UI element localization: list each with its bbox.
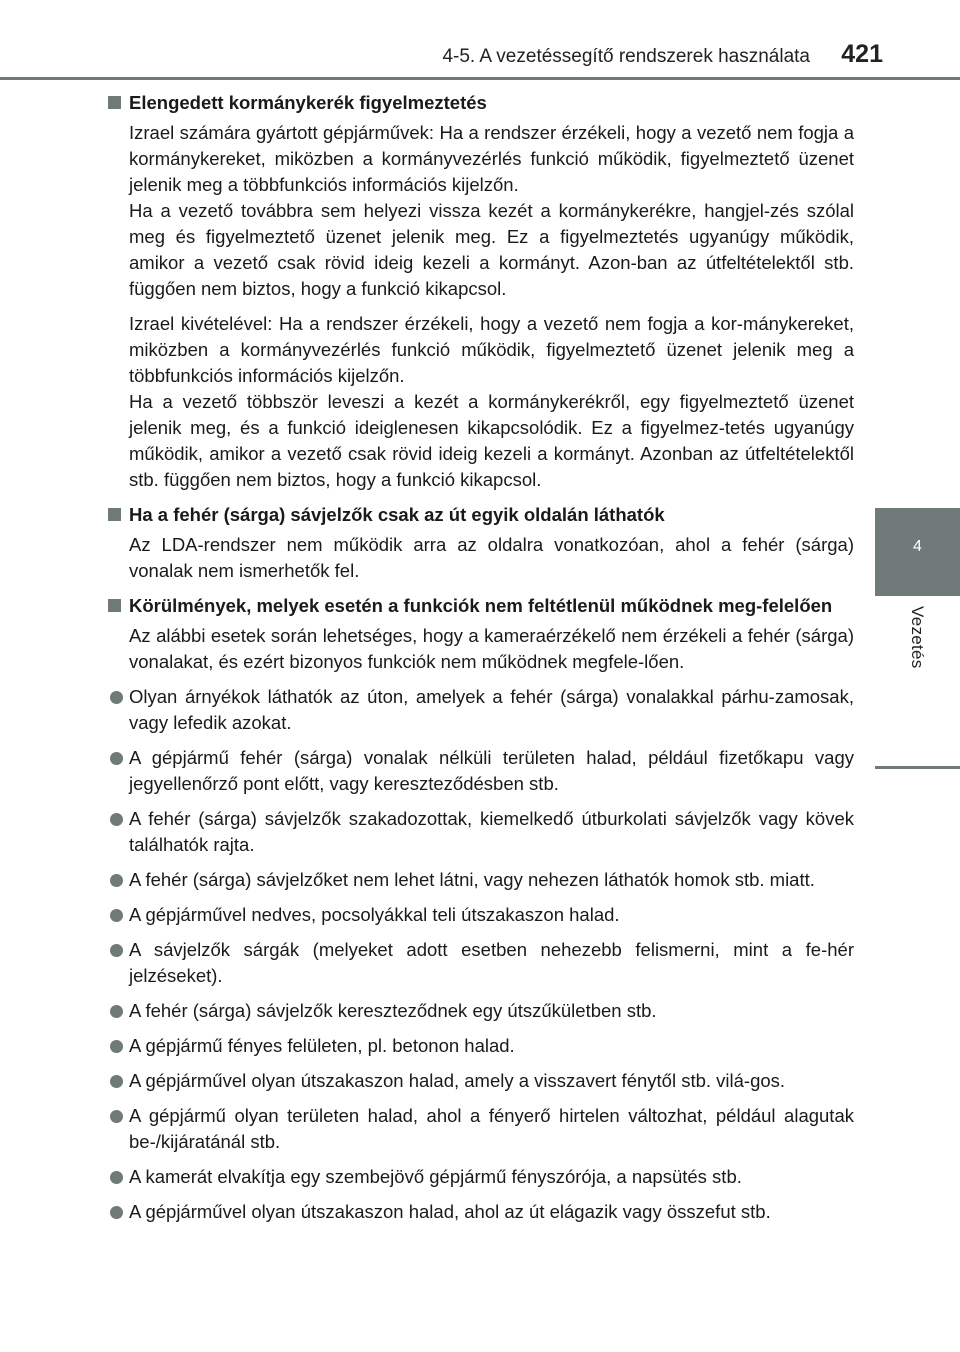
- round-bullet-icon: [110, 813, 123, 826]
- list-item: A gépjármű fényes felületen, pl. betonon halad.: [106, 1033, 854, 1059]
- round-bullet-icon: [110, 909, 123, 922]
- list-item: A gépjármű fehér (sárga) vonalak nélküli területen halad, például fizetőkapu vagy jegyellenőrző pont előtt, vagy kereszteződésben stb.: [106, 745, 854, 797]
- header-rule: [0, 77, 960, 80]
- paragraph: Az LDA-rendszer nem működik arra az oldalra vonatkozóan, ahol a fehér (sárga) vonalak nem ismerhetők fel.: [129, 534, 854, 581]
- round-bullet-icon: [110, 752, 123, 765]
- chapter-title: 4-5. A vezetéssegítő rendszerek használata: [442, 46, 810, 67]
- round-bullet-icon: [110, 1040, 123, 1053]
- list-item: A sávjelzők sárgák (melyeket adott esetben nehezebb felismerni, mint a fe-hér jelzéseket).: [106, 937, 854, 989]
- list-item: A gépjármű olyan területen halad, ahol a fényerő hirtelen változhat, például alagutak be-/kijáratánál stb.: [106, 1103, 854, 1155]
- list-item: A fehér (sárga) sávjelzőket nem lehet látni, vagy nehezen láthatók homok stb. miatt.: [106, 867, 854, 893]
- page-body: [106, 90, 854, 1234]
- section-heading: Körülmények, melyek esetén a funkciók nem feltétlenül működnek meg-felelően: [106, 593, 854, 619]
- section-heading: Elengedett kormánykerék figyelmeztetés: [106, 90, 854, 116]
- page-header: [0, 0, 960, 80]
- round-bullet-icon: [110, 1110, 123, 1123]
- section-hands-off-warning: [106, 90, 854, 493]
- list-item: A gépjárművel nedves, pocsolyákkal teli útszakaszon halad.: [106, 902, 854, 928]
- square-bullet-icon: [108, 599, 121, 612]
- paragraph: Izrael számára gyártott gépjárművek: Ha a rendszer érzékeli, hogy a vezető nem fogja a kormánykereket, miközben a kormányvezérlés funkció működik, figyelmeztető üzenet jelenik meg a többfunkciós információs kijelzőn.: [129, 122, 854, 195]
- round-bullet-icon: [110, 1206, 123, 1219]
- chapter-tab-number: 4: [913, 538, 922, 555]
- round-bullet-icon: [110, 874, 123, 887]
- round-bullet-icon: [110, 691, 123, 704]
- chapter-tab-rule: [875, 766, 960, 769]
- round-bullet-icon: [110, 1171, 123, 1184]
- chapter-tab-label: Vezetés: [908, 606, 927, 669]
- chapter-tab: [875, 508, 960, 596]
- round-bullet-icon: [110, 944, 123, 957]
- square-bullet-icon: [108, 96, 121, 109]
- paragraph: Ha a vezető többször leveszi a kezét a kormánykerékről, egy figyelmeztető üzenet jelenik meg, és a funkció ideiglenesen kikapcsolódik. Ez a figyelmez-tetés ugyanúgy működik, amikor a vezető csak rövid ideig kezeli a kormányt. Azonban az útfeltételektől stb. függően nem biztos, hogy a funkció kikapcsol.: [129, 391, 854, 490]
- section-conditions: [106, 593, 854, 1225]
- list-item: A gépjárművel olyan útszakaszon halad, ahol az út elágazik vagy összefut stb.: [106, 1199, 854, 1225]
- list-item: A fehér (sárga) sávjelzők kereszteződnek egy útszűkületben stb.: [106, 998, 854, 1024]
- section-one-side-lines: [106, 502, 854, 584]
- round-bullet-icon: [110, 1075, 123, 1088]
- list-item: Olyan árnyékok láthatók az úton, amelyek a fehér (sárga) vonalakkal párhu-zamosak, vagy lefedik azokat.: [106, 684, 854, 736]
- paragraph: Izrael kivételével: Ha a rendszer érzékeli, hogy a vezető nem fogja a kor-mánykereket, miközben a kormányvezérlés funkció működik, figyelmeztető üzenet jelenik meg a többfunkciós információs kijelzőn.: [129, 313, 854, 386]
- section-heading: Ha a fehér (sárga) sávjelzők csak az út egyik oldalán láthatók: [106, 502, 854, 528]
- square-bullet-icon: [108, 508, 121, 521]
- list-item: A fehér (sárga) sávjelzők szakadozottak, kiemelkedő útburkolati sávjelzők vagy kövek találhatók rajta.: [106, 806, 854, 858]
- list-item: A gépjárművel olyan útszakaszon halad, amely a visszavert fénytől stb. vilá-gos.: [106, 1068, 854, 1094]
- page-number: 421: [841, 40, 883, 68]
- paragraph: Ha a vezető továbbra sem helyezi vissza kezét a kormánykerékre, hangjel-zés szólal meg és figyelmeztető üzenet jelenik meg. Ez a figyelmeztetés ugyanúgy működik, amikor a vezető csak rövid ideig kezeli a kormányt. Azon-ban az útfeltételektől stb. függően nem biztos, hogy a funkció kikapcsol.: [129, 200, 854, 299]
- list-item: A kamerát elvakítja egy szembejövő gépjármű fényszórója, a napsütés stb.: [106, 1164, 854, 1190]
- paragraph: Az alábbi esetek során lehetséges, hogy a kameraérzékelő nem érzékeli a fehér (sárga) vonalakat, és ezért bizonyos funkciók nem működnek megfele-lően.: [129, 625, 854, 672]
- round-bullet-icon: [110, 1005, 123, 1018]
- chapter-tab-label-area: [875, 596, 960, 766]
